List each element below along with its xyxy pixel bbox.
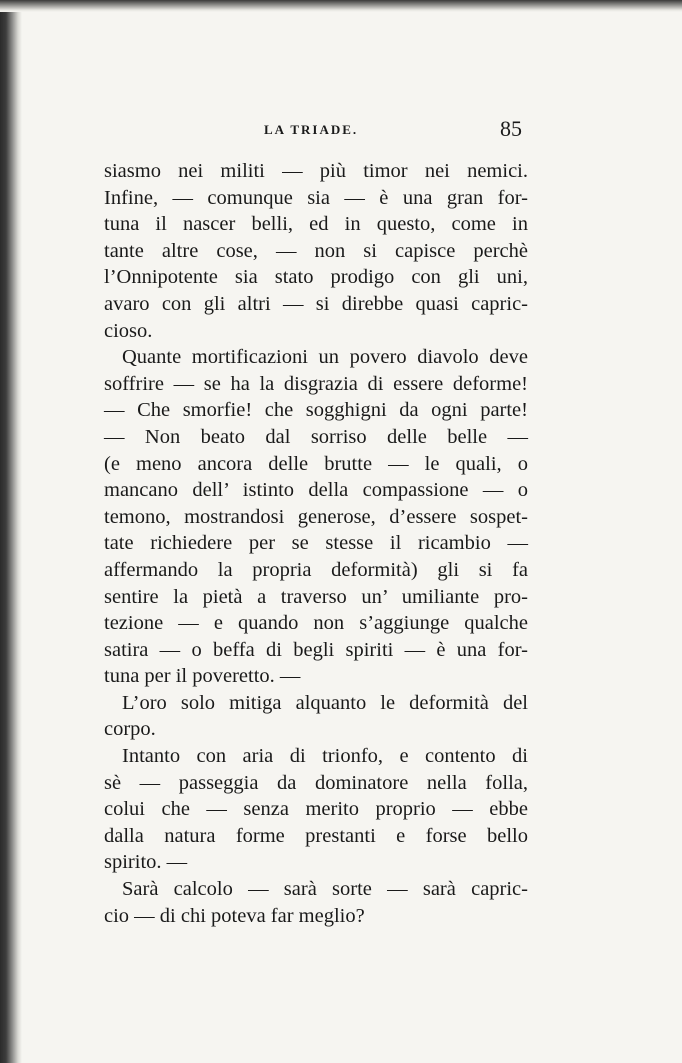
text-line: — Non beato dal sorriso delle belle — — [104, 425, 528, 448]
body-text — [104, 158, 528, 929]
text-line: L’oro solo mitiga alquanto le deformità del — [122, 691, 528, 714]
text-line: temono, mostrandosi generose, d’essere sospet- — [104, 505, 528, 528]
text-line: Sarà calcolo — sarà sorte — sarà capric- — [122, 878, 528, 901]
text-line: colui che — senza merito proprio — ebbe — [104, 798, 528, 821]
text-line: cio — di chi poteva far meglio? — [104, 904, 365, 927]
text-line: siasmo nei militi — più timor nei nemici. — [104, 160, 528, 182]
page-header — [104, 114, 522, 142]
text-line: mancano dell’ istinto della compassione — o — [104, 479, 528, 502]
text-line: l’Onnipotente sia stato prodigo con gli uni, — [104, 266, 528, 289]
text-line: sentire la pietà a traverso un’ umiliante pro- — [104, 585, 528, 608]
text-line: tuna il nascer belli, ed in questo, come in — [104, 213, 528, 236]
text-line: satira — o beffa di begli spiriti — è una for- — [104, 638, 528, 661]
text-line: cioso. — [104, 319, 153, 342]
text-line: Infine, — comunque sia — è una gran for- — [104, 186, 528, 209]
text-line: Quante mortificazioni un povero diavolo deve — [122, 346, 528, 369]
text-line: corpo. — [104, 718, 156, 741]
text-line: — Che smorfie! che sogghigni da ogni parte! — [104, 399, 528, 422]
text-line: tante altre cose, — non si capisce perchè — [104, 239, 528, 262]
text-line: tate richiedere per se stesse il ricambio — — [104, 532, 528, 555]
text-line: tezione — e quando non s’aggiunge qualche — [104, 612, 528, 635]
page-number: 85 — [500, 116, 522, 141]
binding-edge — [0, 0, 22, 1063]
text-line: dalla natura forme prestanti e forse bello — [104, 824, 528, 847]
running-title: LA TRIADE. — [264, 122, 359, 137]
text-line: affermando la propria deformità) gli si fa — [104, 558, 528, 581]
text-line: avaro con gli altri — si direbbe quasi capric- — [104, 292, 528, 315]
text-line: (e meno ancora delle brutte — le quali, o — [104, 452, 528, 475]
text-line: tuna per il poveretto. — — [104, 665, 301, 688]
page-top-edge — [0, 0, 682, 12]
text-line: soffrire — se ha la disgrazia di essere deforme! — [104, 372, 528, 395]
text-line: sè — passeggia da dominatore nella folla, — [104, 771, 528, 794]
text-line: spirito. — — [104, 851, 188, 874]
text-line: Intanto con aria di trionfo, e contento di — [122, 745, 528, 768]
